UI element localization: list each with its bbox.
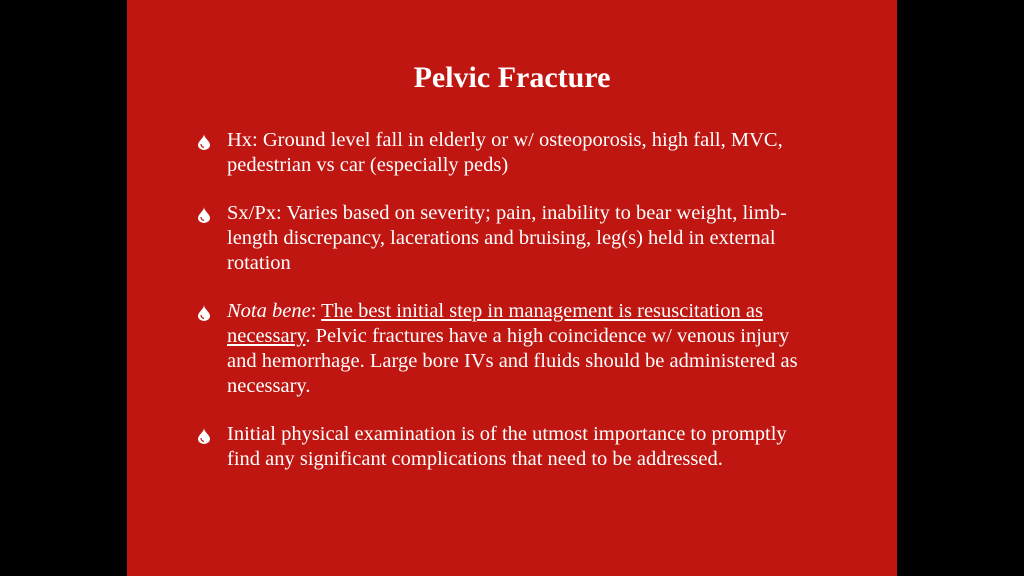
bullet-list xyxy=(197,128,817,495)
drop-icon xyxy=(197,428,211,444)
nota-bene-highlight: The best initial step in management is resuscitation as necessary xyxy=(227,300,763,347)
nota-bene-rest: . Pelvic fractures have a high coincidence w/ venous injury and hemorrhage. Large bore IVs and fluids should be administered as necessary. xyxy=(227,325,798,397)
slide xyxy=(127,0,897,576)
bullet-text: Initial physical examination is of the utmost importance to promptly find any significant complications that need to be addressed. xyxy=(227,423,787,470)
bullet-examination xyxy=(197,422,817,472)
bullet-history xyxy=(197,128,817,178)
bullet-symptoms xyxy=(197,201,817,276)
bullet-text: Hx: Ground level fall in elderly or w/ osteoporosis, high fall, MVC, pedestrian vs car (especially peds) xyxy=(227,129,783,176)
nota-bene-colon: : xyxy=(310,300,322,322)
drop-icon xyxy=(197,134,211,150)
bullet-text xyxy=(227,300,798,397)
drop-icon xyxy=(197,305,211,321)
slide-title: Pelvic Fracture xyxy=(413,61,611,94)
nota-bene-label: Nota bene xyxy=(227,300,311,322)
bullet-text: Sx/Px: Varies based on severity; pain, inability to bear weight, limb-length discrepancy, lacerations and bruising, leg(s) held in external rotation xyxy=(227,202,787,274)
drop-icon xyxy=(197,207,211,223)
bullet-nota-bene xyxy=(197,299,817,399)
